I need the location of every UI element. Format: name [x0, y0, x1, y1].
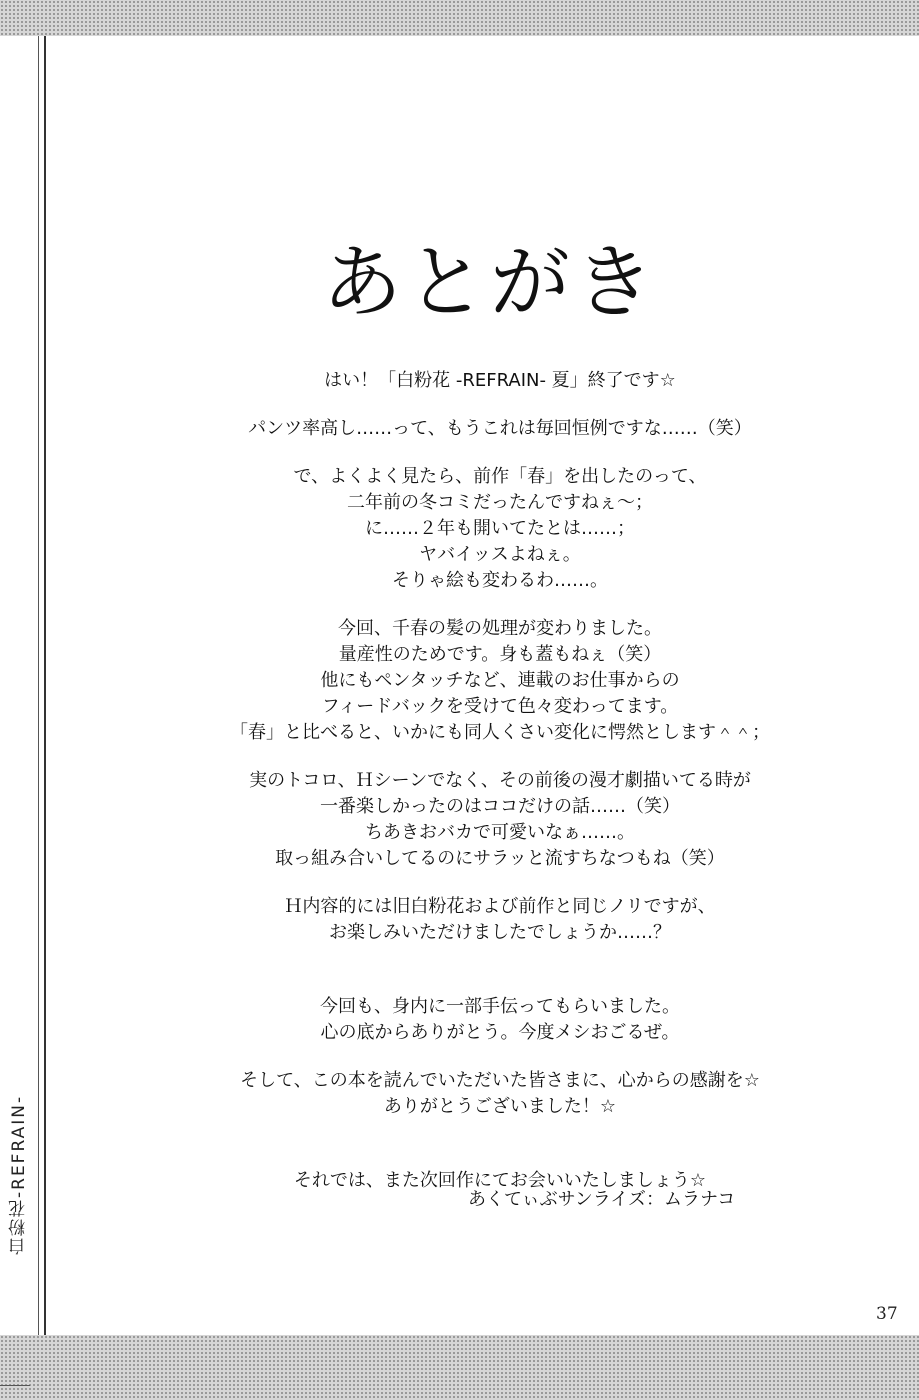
text-line: に……２年も開いてたとは……； — [365, 518, 635, 539]
text-line: 一番楽しかったのはココだけの話……（笑） — [320, 796, 680, 817]
text-line: Ｈ内容的には旧白粉花および前作と同じノリですが、 — [284, 896, 716, 917]
text-line: フィードバックを受けて色々変わってます。 — [321, 696, 679, 717]
paragraph — [150, 994, 850, 1046]
text-line: 「春」と比べると、いかにも同人くさい変化に愕然とします＾＾； — [230, 722, 770, 743]
page-title: あとがき — [322, 236, 658, 329]
text-line: ありがとうございました！☆ — [383, 1096, 617, 1117]
text-line: 心の底からありがとう。今度メシおごるぜ。 — [320, 1022, 680, 1043]
corner-line — [0, 1385, 30, 1386]
paragraph — [150, 1068, 850, 1120]
paragraph — [150, 416, 850, 442]
text-line: そして、この本を読んでいただいた皆さまに、心からの感謝を☆ — [240, 1070, 760, 1091]
text-line: はい！「白粉花 -REFRAIN- 夏」終了です☆ — [324, 370, 676, 391]
screentone-top — [0, 0, 919, 36]
text-line: それでは、また次回作にてお会いいたしましょう☆ — [293, 1170, 707, 1191]
paragraph — [150, 464, 850, 594]
text-line: ちあきおバカで可愛いなぁ……。 — [365, 822, 635, 843]
paragraph — [150, 768, 850, 872]
text-line: 今回も、身内に一部手伝ってもらいました。 — [320, 996, 680, 1017]
text-line: ヤバイッスよねぇ。 — [419, 544, 581, 565]
text-line: 実のトコロ、Ｈシーンでなく、その前後の漫才劇描いてる時が — [249, 770, 751, 791]
text-line: 今回、千春の髪の処理が変わりました。 — [338, 618, 662, 639]
text-line: で、よくよく見たら、前作「春」を出したのって、 — [293, 466, 707, 487]
paragraph — [150, 894, 850, 946]
text-line: そりゃ絵も変わるわ……。 — [392, 570, 608, 591]
screentone-bottom — [0, 1335, 919, 1400]
text-line: パンツ率高し……って、もうこれは毎回恒例ですな……（笑） — [248, 418, 752, 439]
paragraph — [150, 616, 850, 746]
text-line: お楽しみいただけましたでしょうか……？ — [329, 922, 671, 943]
paragraph — [150, 368, 850, 394]
author-signature: あくてぃぶサンライズ：ムラナコ — [468, 1189, 736, 1210]
text-line: 取っ組み合いしてるのにサラッと流すちなつもね（笑） — [275, 848, 725, 869]
text-line: 量産性のためです。身も蓋もねぇ（笑） — [338, 644, 662, 665]
margin-line — [38, 36, 39, 1400]
spine-title: 白粉花-REFRAIN- — [9, 1094, 29, 1256]
text-line: 二年前の冬コミだったんですねぇ～； — [347, 492, 653, 513]
afterword-body — [150, 368, 850, 1216]
text-line: 他にもペンタッチなど、連載のお仕事からの — [320, 670, 680, 691]
page-number: 37 — [876, 1304, 898, 1324]
